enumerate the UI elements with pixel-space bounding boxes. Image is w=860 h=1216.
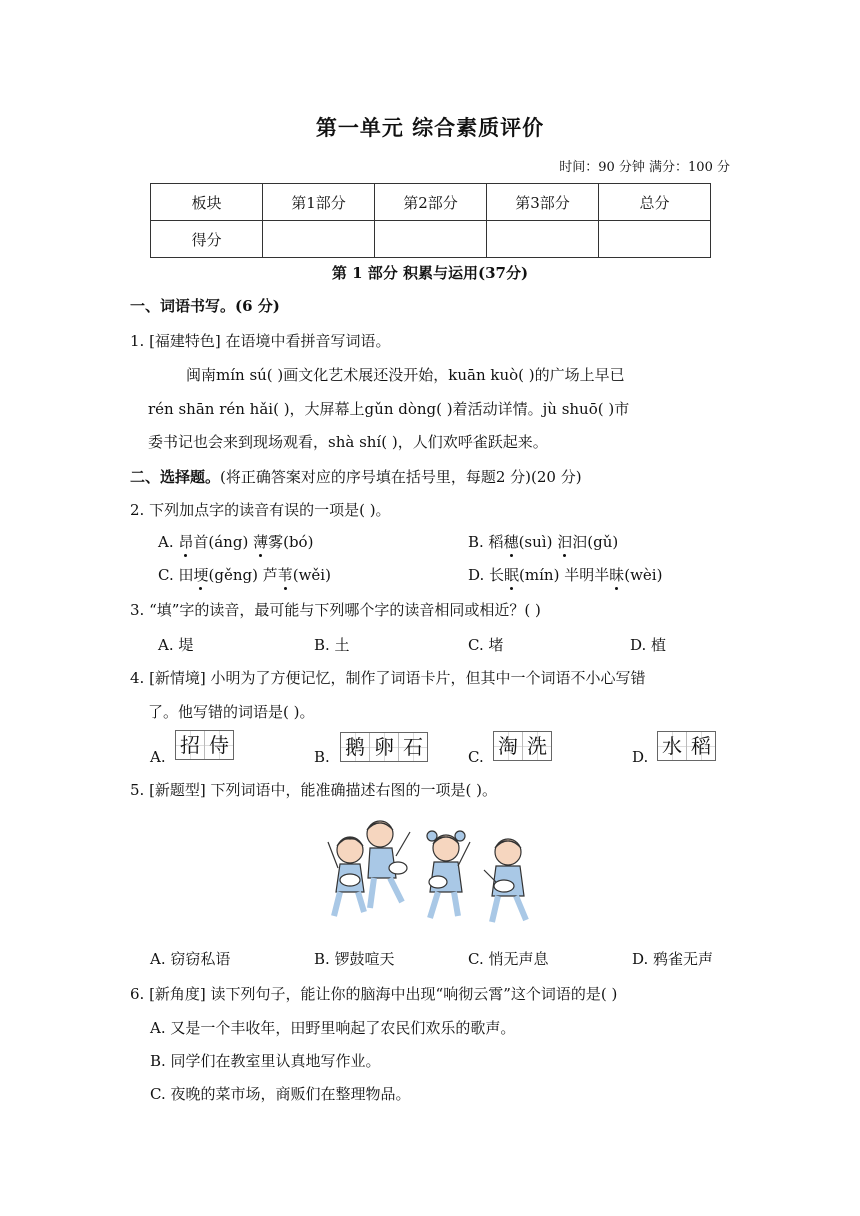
option-d-label: D. <box>632 748 649 766</box>
dotted-char: 眠 <box>504 566 520 584</box>
option-prefix: C. 田 <box>158 566 194 584</box>
option-b-label: B. <box>314 748 330 766</box>
child-4 <box>484 839 526 922</box>
page-title: 第一单元 综合素质评价 <box>315 116 545 140</box>
section-heading: 一、词语书写。(6 分) <box>130 297 280 315</box>
section-heading <box>130 466 582 487</box>
card-char: 洗 <box>523 732 551 760</box>
option-a: A. 又是一个丰收年，田野里响起了农民们欢乐的歌声。 <box>150 1019 516 1037</box>
card-char: 侍 <box>205 731 233 759</box>
option-text: 雾(bó) <box>268 533 314 551</box>
score-cell <box>487 221 599 258</box>
part-title: 第 1 部分 积累与运用(37分) <box>331 264 529 282</box>
option-d <box>468 564 662 585</box>
score-header-cell: 板块 <box>151 184 263 221</box>
word-card-c <box>493 731 552 761</box>
score-header-cell: 第2部分 <box>375 184 487 221</box>
score-row-label: 得分 <box>151 221 263 258</box>
option-b: B. 同学们在教室里认真地写作业。 <box>150 1052 381 1070</box>
option-a: A. 堤 <box>158 636 194 654</box>
option-d: D. 植 <box>630 636 667 654</box>
dotted-char: 穗 <box>503 533 519 551</box>
question-stem: 2. 下列加点字的读音有误的一项是( )。 <box>130 501 391 519</box>
card-char: 招 <box>176 731 205 759</box>
option-text: (gěng) 芦 <box>208 566 278 584</box>
score-header-cell: 第3部分 <box>487 184 599 221</box>
question-text: 委书记也会来到现场观看，shà shí( )，人们欢呼雀跃起来。 <box>148 433 548 451</box>
option-c <box>158 564 331 585</box>
option-c: C. 夜晚的菜市场，商贩们在整理物品。 <box>150 1085 411 1103</box>
option-prefix: B. 稻 <box>468 533 504 551</box>
question-stem: 6. [新角度] 读下列句子，能让你的脑海中出现“响彻云霄”这个词语的是( ) <box>130 985 618 1003</box>
dotted-char: 昧 <box>609 566 625 584</box>
score-header-cell: 第1部分 <box>263 184 375 221</box>
option-b <box>468 531 618 552</box>
section-heading-note: (将正确答案对应的序号填在括号里，每题2 分)(20 分) <box>220 468 582 486</box>
card-char: 水 <box>658 732 687 760</box>
word-card-b <box>340 732 428 762</box>
question-stem: 了。他写错的词语是( )。 <box>148 703 315 721</box>
dotted-char: 苇 <box>277 566 293 584</box>
option-c: C. 悄无声息 <box>468 950 549 968</box>
option-text: (suì) <box>518 533 558 551</box>
question-stem: 5. [新题型] 下列词语中，能准确描述右图的一项是( )。 <box>130 781 498 799</box>
question-stem: 1. [福建特色] 在语境中看拼音写词语。 <box>130 332 391 350</box>
dotted-char: 汩 <box>557 533 573 551</box>
dotted-char: 埂 <box>193 566 209 584</box>
option-b: B. 土 <box>314 636 350 654</box>
option-c-label: C. <box>468 748 484 766</box>
score-cell <box>263 221 375 258</box>
card-char: 鹅 <box>341 733 370 761</box>
option-text: 汩(gǔ) <box>572 533 619 551</box>
question-stem: 4. [新情境] 小明为了方便记忆，制作了词语卡片，但其中一个词语不小心写错 <box>130 669 646 687</box>
time-info: 时间：90 分钟 满分：100 分 <box>559 160 730 175</box>
option-b: B. 锣鼓喧天 <box>314 950 395 968</box>
option-text: 首(áng) <box>193 533 254 551</box>
child-1 <box>328 837 364 916</box>
question-text: 闽南mín sú( )画文化艺术展还没开始，kuān kuò( )的广场上早已 <box>186 366 625 384</box>
card-char: 稻 <box>687 732 715 760</box>
option-a: A. 窃窃私语 <box>150 950 231 968</box>
option-text: (wěi) <box>292 566 331 584</box>
option-a-label: A. <box>150 748 166 766</box>
word-card-d <box>657 731 716 761</box>
word-card-a <box>175 730 234 760</box>
option-d: D. 鸦雀无声 <box>632 950 714 968</box>
score-header-cell: 总分 <box>599 184 711 221</box>
option-text: (wèi) <box>624 566 663 584</box>
question-stem: 3. “填”字的读音，最可能与下列哪个字的读音相同或相近？( ) <box>130 601 541 619</box>
question-text: rén shān rén hǎi( )，大屏幕上gǔn dòng( )着活动详情。jù shuō( )市 <box>148 400 630 418</box>
card-char: 卵 <box>370 733 399 761</box>
card-char: 石 <box>399 733 427 761</box>
option-prefix: A. <box>158 533 179 551</box>
score-cell <box>375 221 487 258</box>
option-text: (mín) 半明半 <box>519 566 610 584</box>
option-c: C. 堵 <box>468 636 504 654</box>
score-cell <box>599 221 711 258</box>
section-heading-label: 二、选择题。 <box>130 468 221 486</box>
dotted-char: 昂 <box>178 533 194 551</box>
card-char: 淘 <box>494 732 523 760</box>
option-a <box>158 531 313 552</box>
option-prefix: D. 长 <box>468 566 505 584</box>
drumming-children-illustration <box>318 812 540 930</box>
score-table <box>150 183 711 258</box>
child-2 <box>367 821 410 908</box>
child-3 <box>427 831 470 918</box>
dotted-char: 薄 <box>253 533 269 551</box>
